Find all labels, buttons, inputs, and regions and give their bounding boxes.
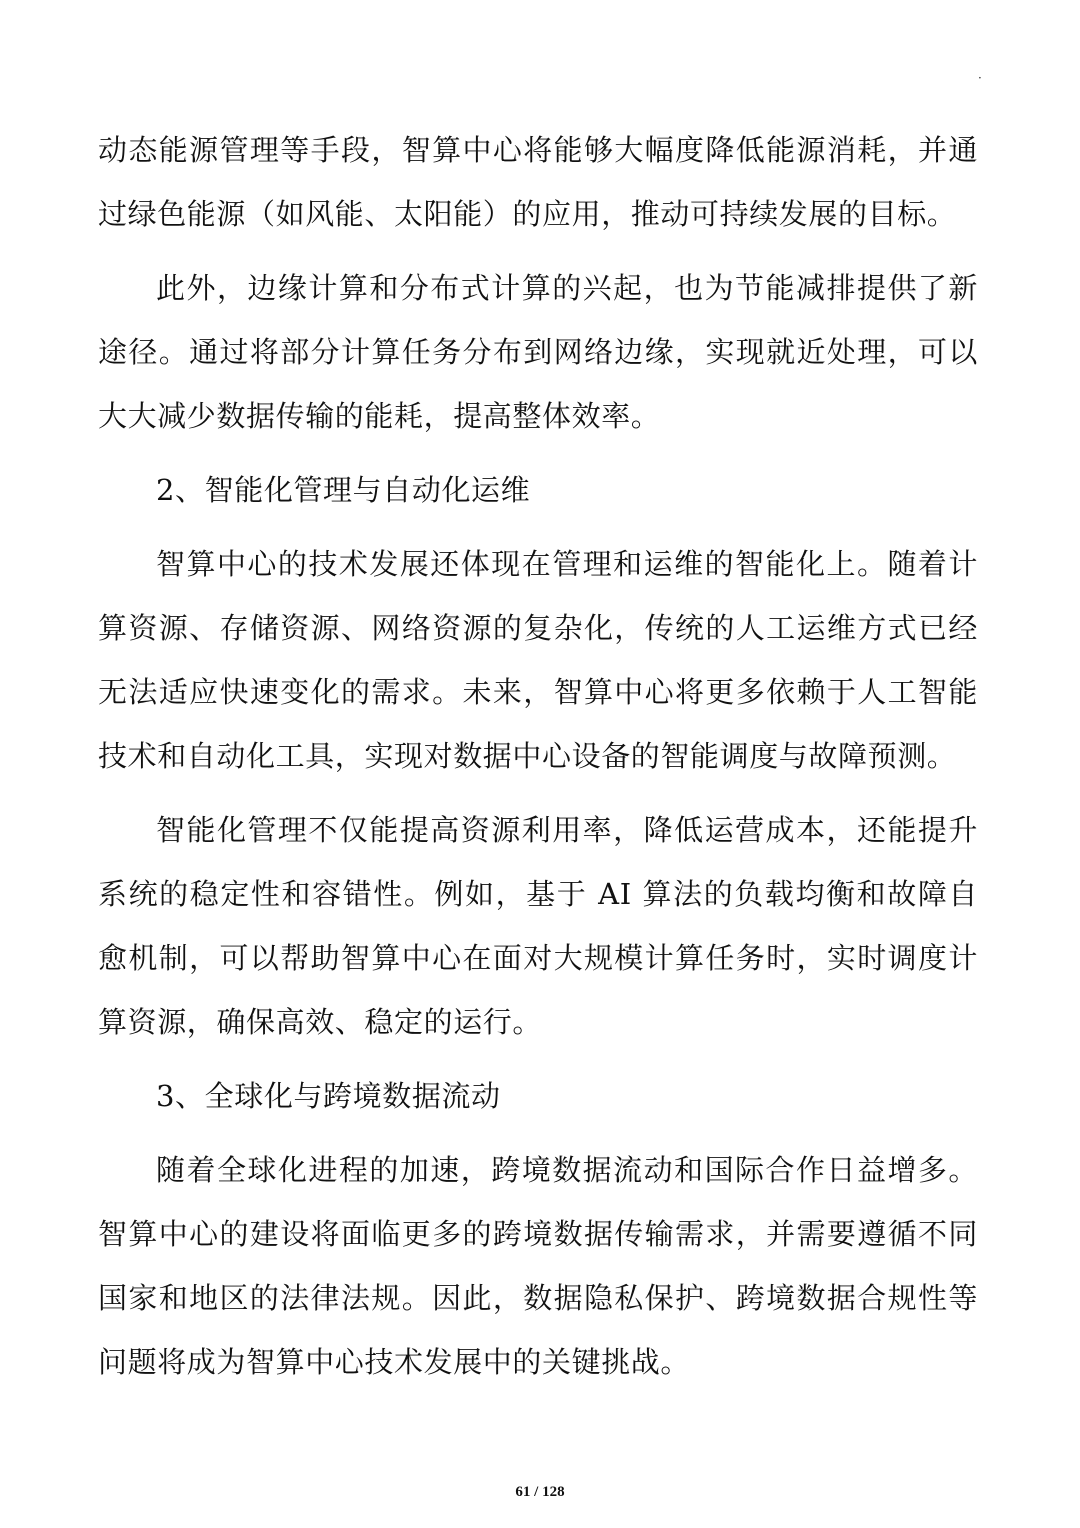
section-heading-3: 3、全球化与跨境数据流动 [156,1079,501,1113]
paragraph-2: 此外，边缘计算和分布式计算的兴起，也为节能减排提供了新途径。通过将部分计算任务分布到网络边缘，实现就近处理，可以大大减少数据传输的能耗，提高整体效率。 [98,271,978,433]
section-heading-2: 2、智能化管理与自动化运维 [156,473,531,507]
paragraph-3: 智算中心的技术发展还体现在管理和运维的智能化上。随着计算资源、存储资源、网络资源的复杂化，传统的人工运维方式已经无法适应快速变化的需求。未来，智算中心将更多依赖于人工智能技术和自动化工具，实现对数据中心设备的智能调度与故障预测。 [98,547,978,773]
page-number: 61 / 128 [515,1484,565,1500]
paragraph-1: 动态能源管理等手段，智算中心将能够大幅度降低能源消耗，并通过绿色能源（如风能、太阳能）的应用，推动可持续发展的目标。 [98,133,978,231]
paragraph-5: 随着全球化进程的加速，跨境数据流动和国际合作日益增多。智算中心的建设将面临更多的跨境数据传输需求，并需要遵循不同国家和地区的法律法规。因此，数据隐私保护、跨境数据合规性等问题将成为智算中心技术发展中的关键挑战。 [98,1153,978,1379]
paragraph-4: 智能化管理不仅能提高资源利用率，降低运营成本，还能提升系统的稳定性和容错性。例如，基于 AI 算法的负载均衡和故障自愈机制，可以帮助智算中心在面对大规模计算任务时，实时调度计算资源，确保高效、稳定的运行。 [98,813,978,1039]
corner-mark: · [978,71,982,85]
body-text [98,118,978,1394]
